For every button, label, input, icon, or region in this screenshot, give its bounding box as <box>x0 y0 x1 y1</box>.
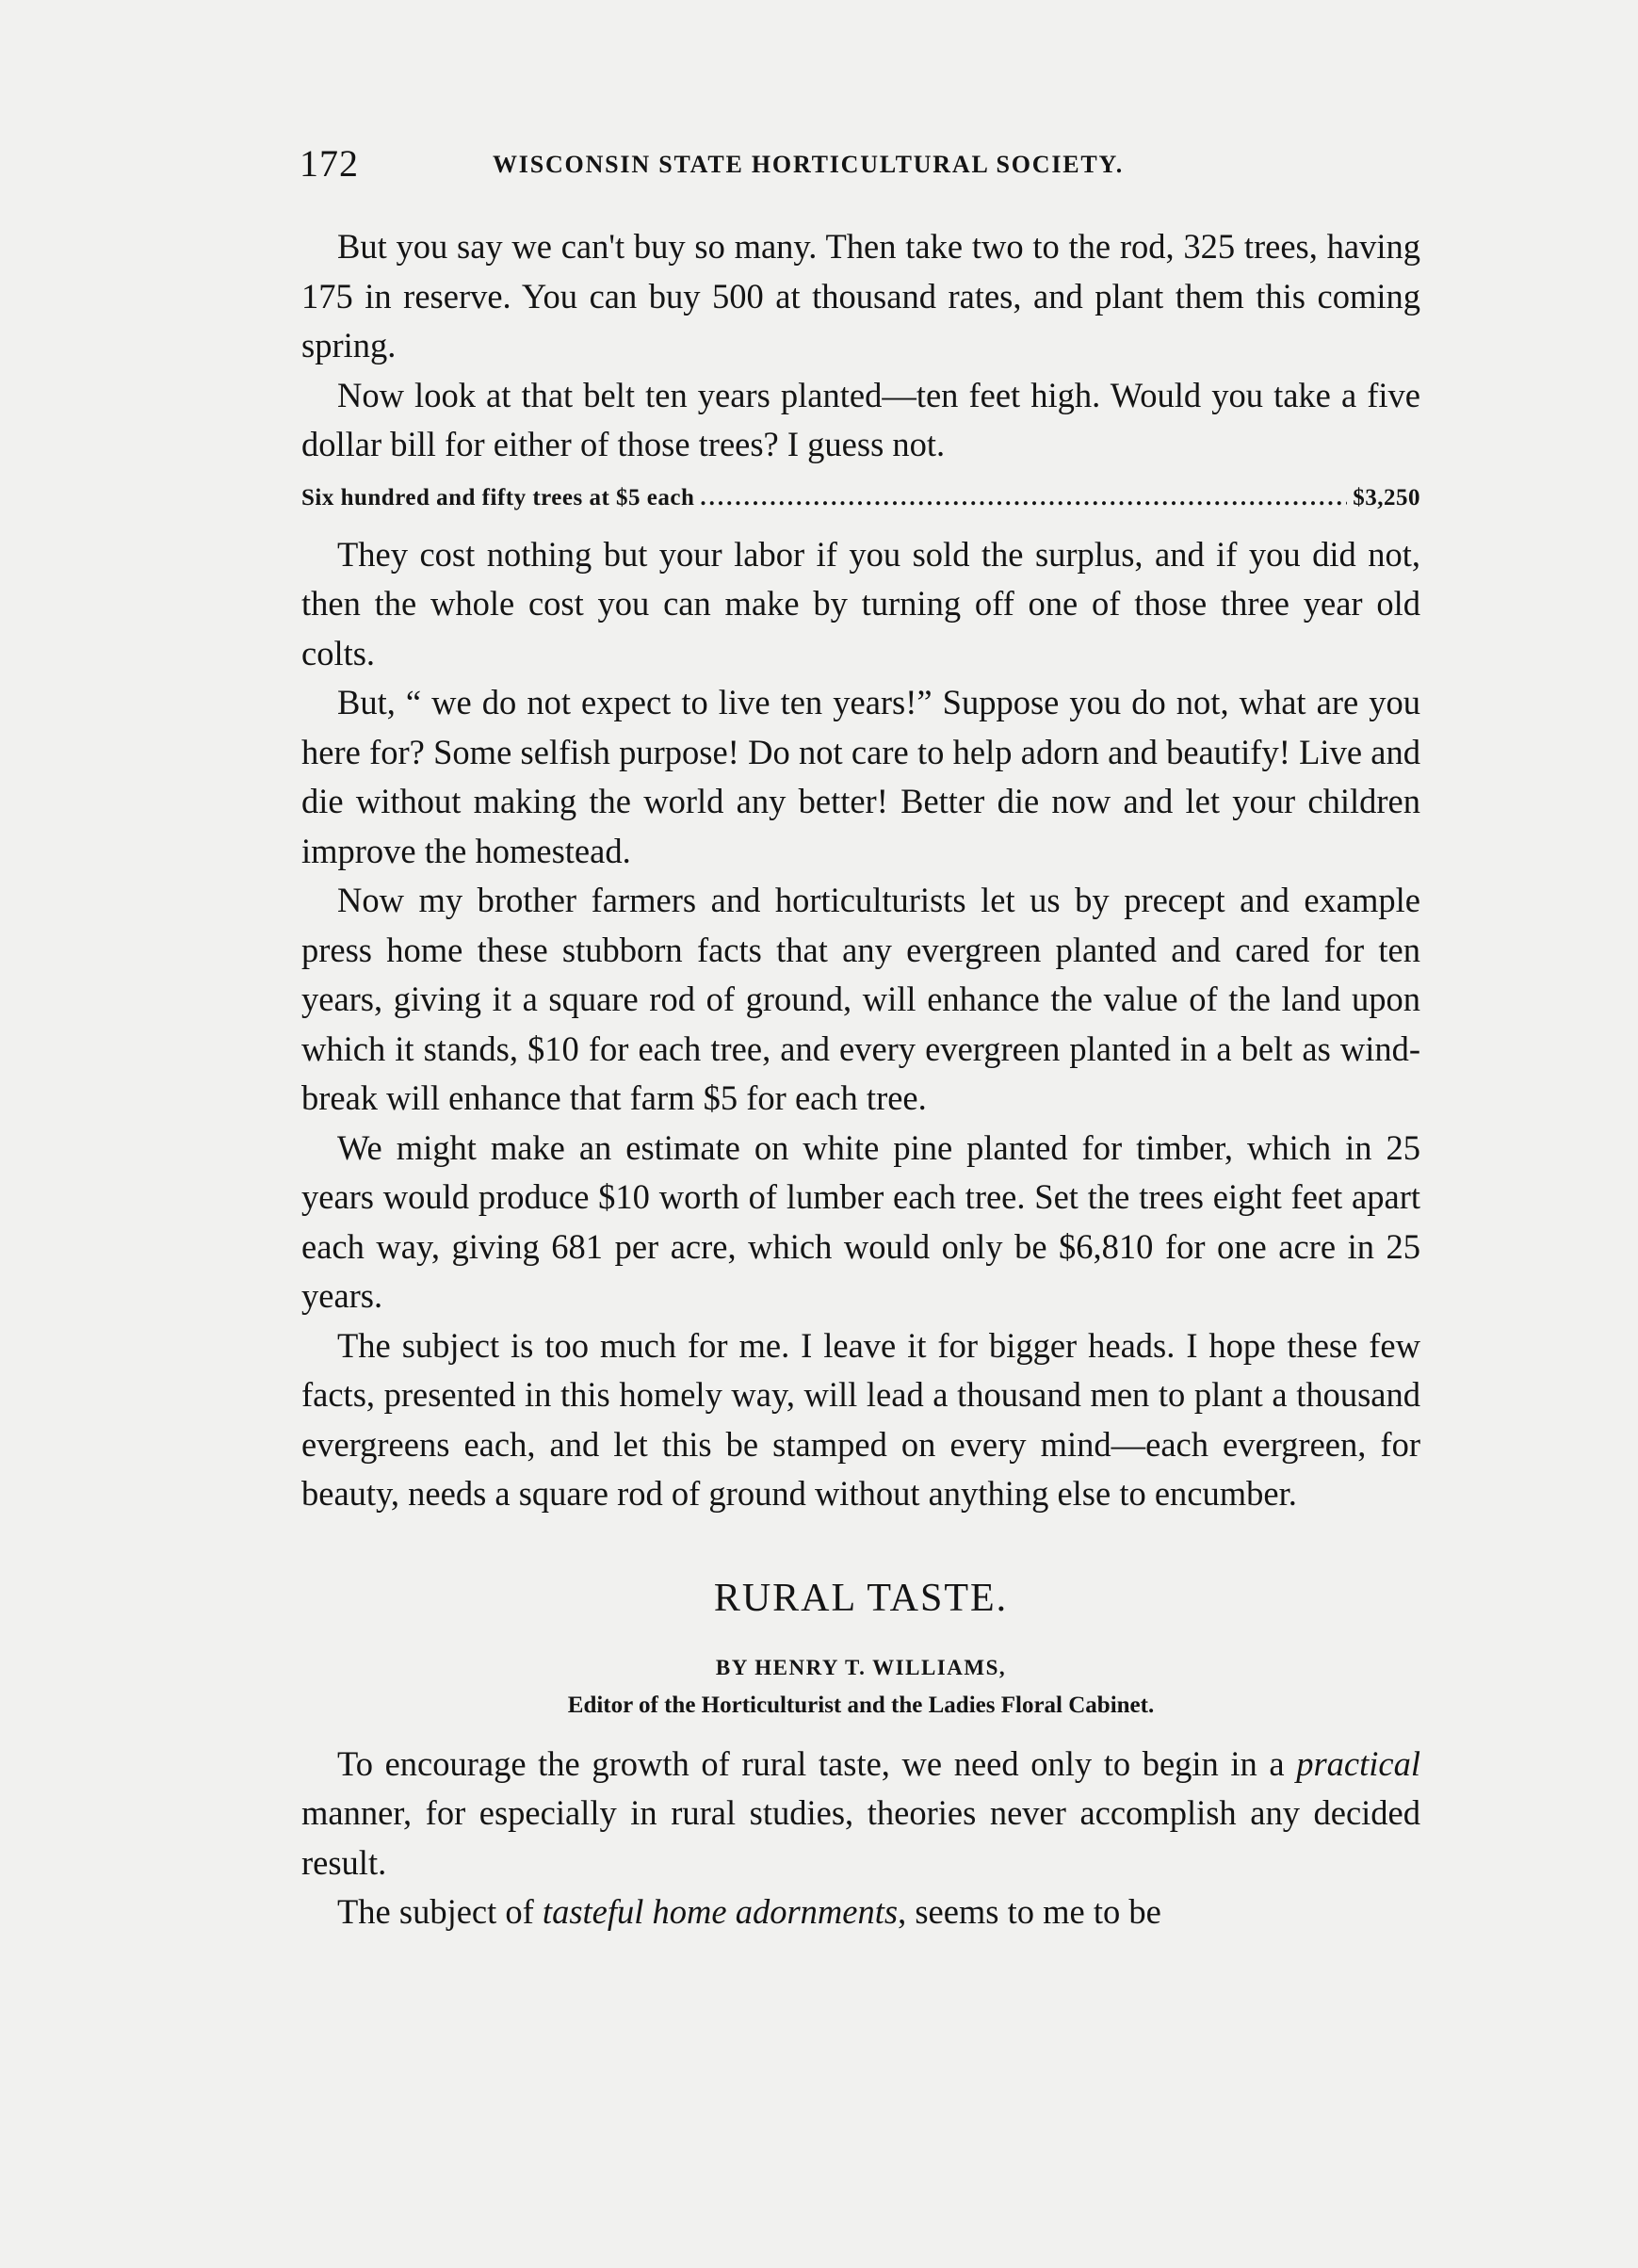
paragraph <box>301 1887 1420 1937</box>
running-head: WISCONSIN STATE HORTICULTURAL SOCIETY. <box>493 151 1125 178</box>
price-line-item: Six hundred and fifty trees at $5 each <box>301 484 695 510</box>
section-affiliation: Editor of the Horticulturist and the Ladies Floral Cabinet. <box>567 1692 1155 1718</box>
paragraph: We might make an estimate on white pine planted for timber, which in 25 years would produce $10 worth of lumber each tree. Set the trees eight feet apart each way, giving 681 per acre, which would only be $6,810 for one acre in 25 years. <box>301 1127 1420 1315</box>
section-title: RURAL TASTE. <box>713 1576 1009 1620</box>
paragraph: But, “ we do not expect to live ten years!” Suppose you do not, what are you here for? Some selfish purpose! Do not care to help adorn and beautify! Live and die without making the world any better! Better die now and let your children improve the homestead. <box>301 683 1420 870</box>
price-line-amount: $3,250 <box>1353 484 1420 510</box>
paragraph-text: , seems to me to be <box>898 1892 1161 1931</box>
emphasis-text: tasteful home adornments <box>542 1892 899 1931</box>
paragraph: But you say we can't buy so many. Then take two to the rod, 325 trees, having 175 in reserve. You can buy 500 at thousand rates, and plant them this coming spring. <box>301 227 1420 364</box>
paragraph: Now my brother farmers and horticulturists let us by precept and example press home these stubborn facts that any evergreen planted and cared for ten years, giving it a square rod of ground, will enhance the value of the land upon which it stands, $10 for each tree, and every evergreen planted in a belt as wind-break will enhance that farm $5 for each tree. <box>301 881 1420 1117</box>
dot-leader <box>700 478 1347 519</box>
page-header <box>300 141 1422 198</box>
paragraph-text: To encourage the growth of rural taste, we need only to begin in a <box>337 1743 1297 1783</box>
price-line <box>301 478 1420 519</box>
body-text <box>301 222 1420 1937</box>
section-byline: BY HENRY T. WILLIAMS, <box>715 1655 1007 1679</box>
paragraph: Now look at that belt ten years planted—ten feet high. Would you take a five dollar bill for either of those trees? I guess not. <box>301 375 1420 463</box>
paragraph <box>301 1740 1420 1888</box>
emphasis-text: practical <box>1296 1743 1420 1783</box>
paragraph: They cost nothing but your labor if you sold the surplus, and if you did not, then the whole cost you can make by turning off one of those three year old colts. <box>301 534 1420 672</box>
paragraph: The subject is too much for me. I leave it for bigger heads. I hope these few facts, presented in this homely way, will lead a thousand men to plant a thousand evergreens each, and let this be stamped on every mind—each evergreen, for beauty, needs a square rod of ground without anything else to encumber. <box>301 1325 1420 1513</box>
paragraph-text: manner, for especially in rural studies, theories never accomplish any decided result. <box>301 1793 1420 1882</box>
page-number: 172 <box>300 142 359 185</box>
paragraph-text: The subject of <box>337 1892 543 1931</box>
